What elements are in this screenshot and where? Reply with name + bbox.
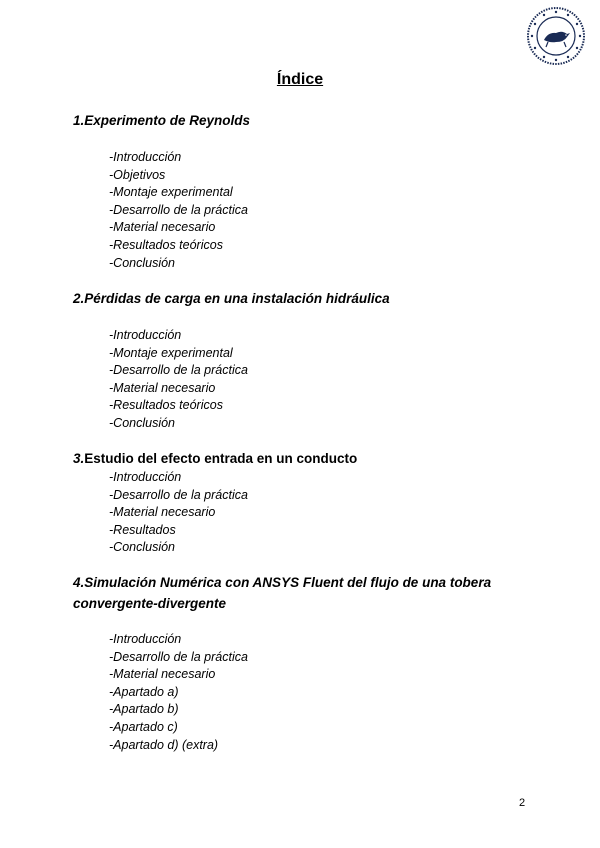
section-title: Simulación Numérica con ANSYS Fluent del flujo de una tobera convergente-divergente xyxy=(73,575,492,611)
list-item: -Desarrollo de la práctica xyxy=(109,649,248,664)
section-items-4 xyxy=(109,631,248,754)
list-item: -Resultados xyxy=(109,522,176,537)
page-number: 2 xyxy=(519,797,526,809)
list-item: -Material necesario xyxy=(109,380,216,395)
section-title: Estudio del efecto entrada en un conducto xyxy=(84,451,358,466)
list-item: -Resultados teóricos xyxy=(109,398,223,413)
list-item: -Desarrollo de la práctica xyxy=(109,363,248,378)
list-item: -Introducción xyxy=(109,328,182,342)
list-item: -Conclusión xyxy=(109,255,176,270)
section-title: Experimento de Reynolds xyxy=(84,113,251,128)
list-item: -Apartado d) (extra) xyxy=(109,737,219,752)
section-number: 1. xyxy=(73,113,85,128)
section-heading-3 xyxy=(73,448,543,469)
list-item: -Introducción xyxy=(109,632,182,646)
list-item: -Material necesario xyxy=(109,220,216,235)
section-items-2 xyxy=(109,327,248,433)
list-item: -Resultados teóricos xyxy=(109,237,223,252)
list-item: -Conclusión xyxy=(109,415,176,430)
list-item: -Conclusión xyxy=(109,540,176,555)
section-items-3 xyxy=(109,469,248,557)
list-item: -Desarrollo de la práctica xyxy=(109,202,248,217)
section-title: Pérdidas de carga en una instalación hidráulica xyxy=(84,291,390,306)
section-number: 2. xyxy=(73,291,85,306)
list-item: -Montaje experimental xyxy=(109,185,233,200)
list-item: -Apartado a) xyxy=(109,684,179,699)
section-heading-4 xyxy=(73,572,533,614)
list-item: -Apartado b) xyxy=(109,702,179,717)
section-number: 3. xyxy=(73,451,85,466)
section-number: 4. xyxy=(73,575,85,590)
list-item: -Introducción xyxy=(109,150,182,164)
list-item: -Material necesario xyxy=(109,667,216,682)
page-title: Índice xyxy=(276,71,324,88)
list-item: -Objetivos xyxy=(109,167,166,182)
section-heading-2 xyxy=(73,288,543,309)
section-heading-1 xyxy=(73,110,543,131)
list-item: -Apartado c) xyxy=(109,719,178,734)
list-item: -Montaje experimental xyxy=(109,345,233,360)
list-item: -Desarrollo de la práctica xyxy=(109,487,248,502)
list-item: -Introducción xyxy=(109,470,182,484)
section-items-1 xyxy=(109,149,248,272)
university-seal-logo xyxy=(526,6,586,66)
list-item: -Material necesario xyxy=(109,505,216,520)
